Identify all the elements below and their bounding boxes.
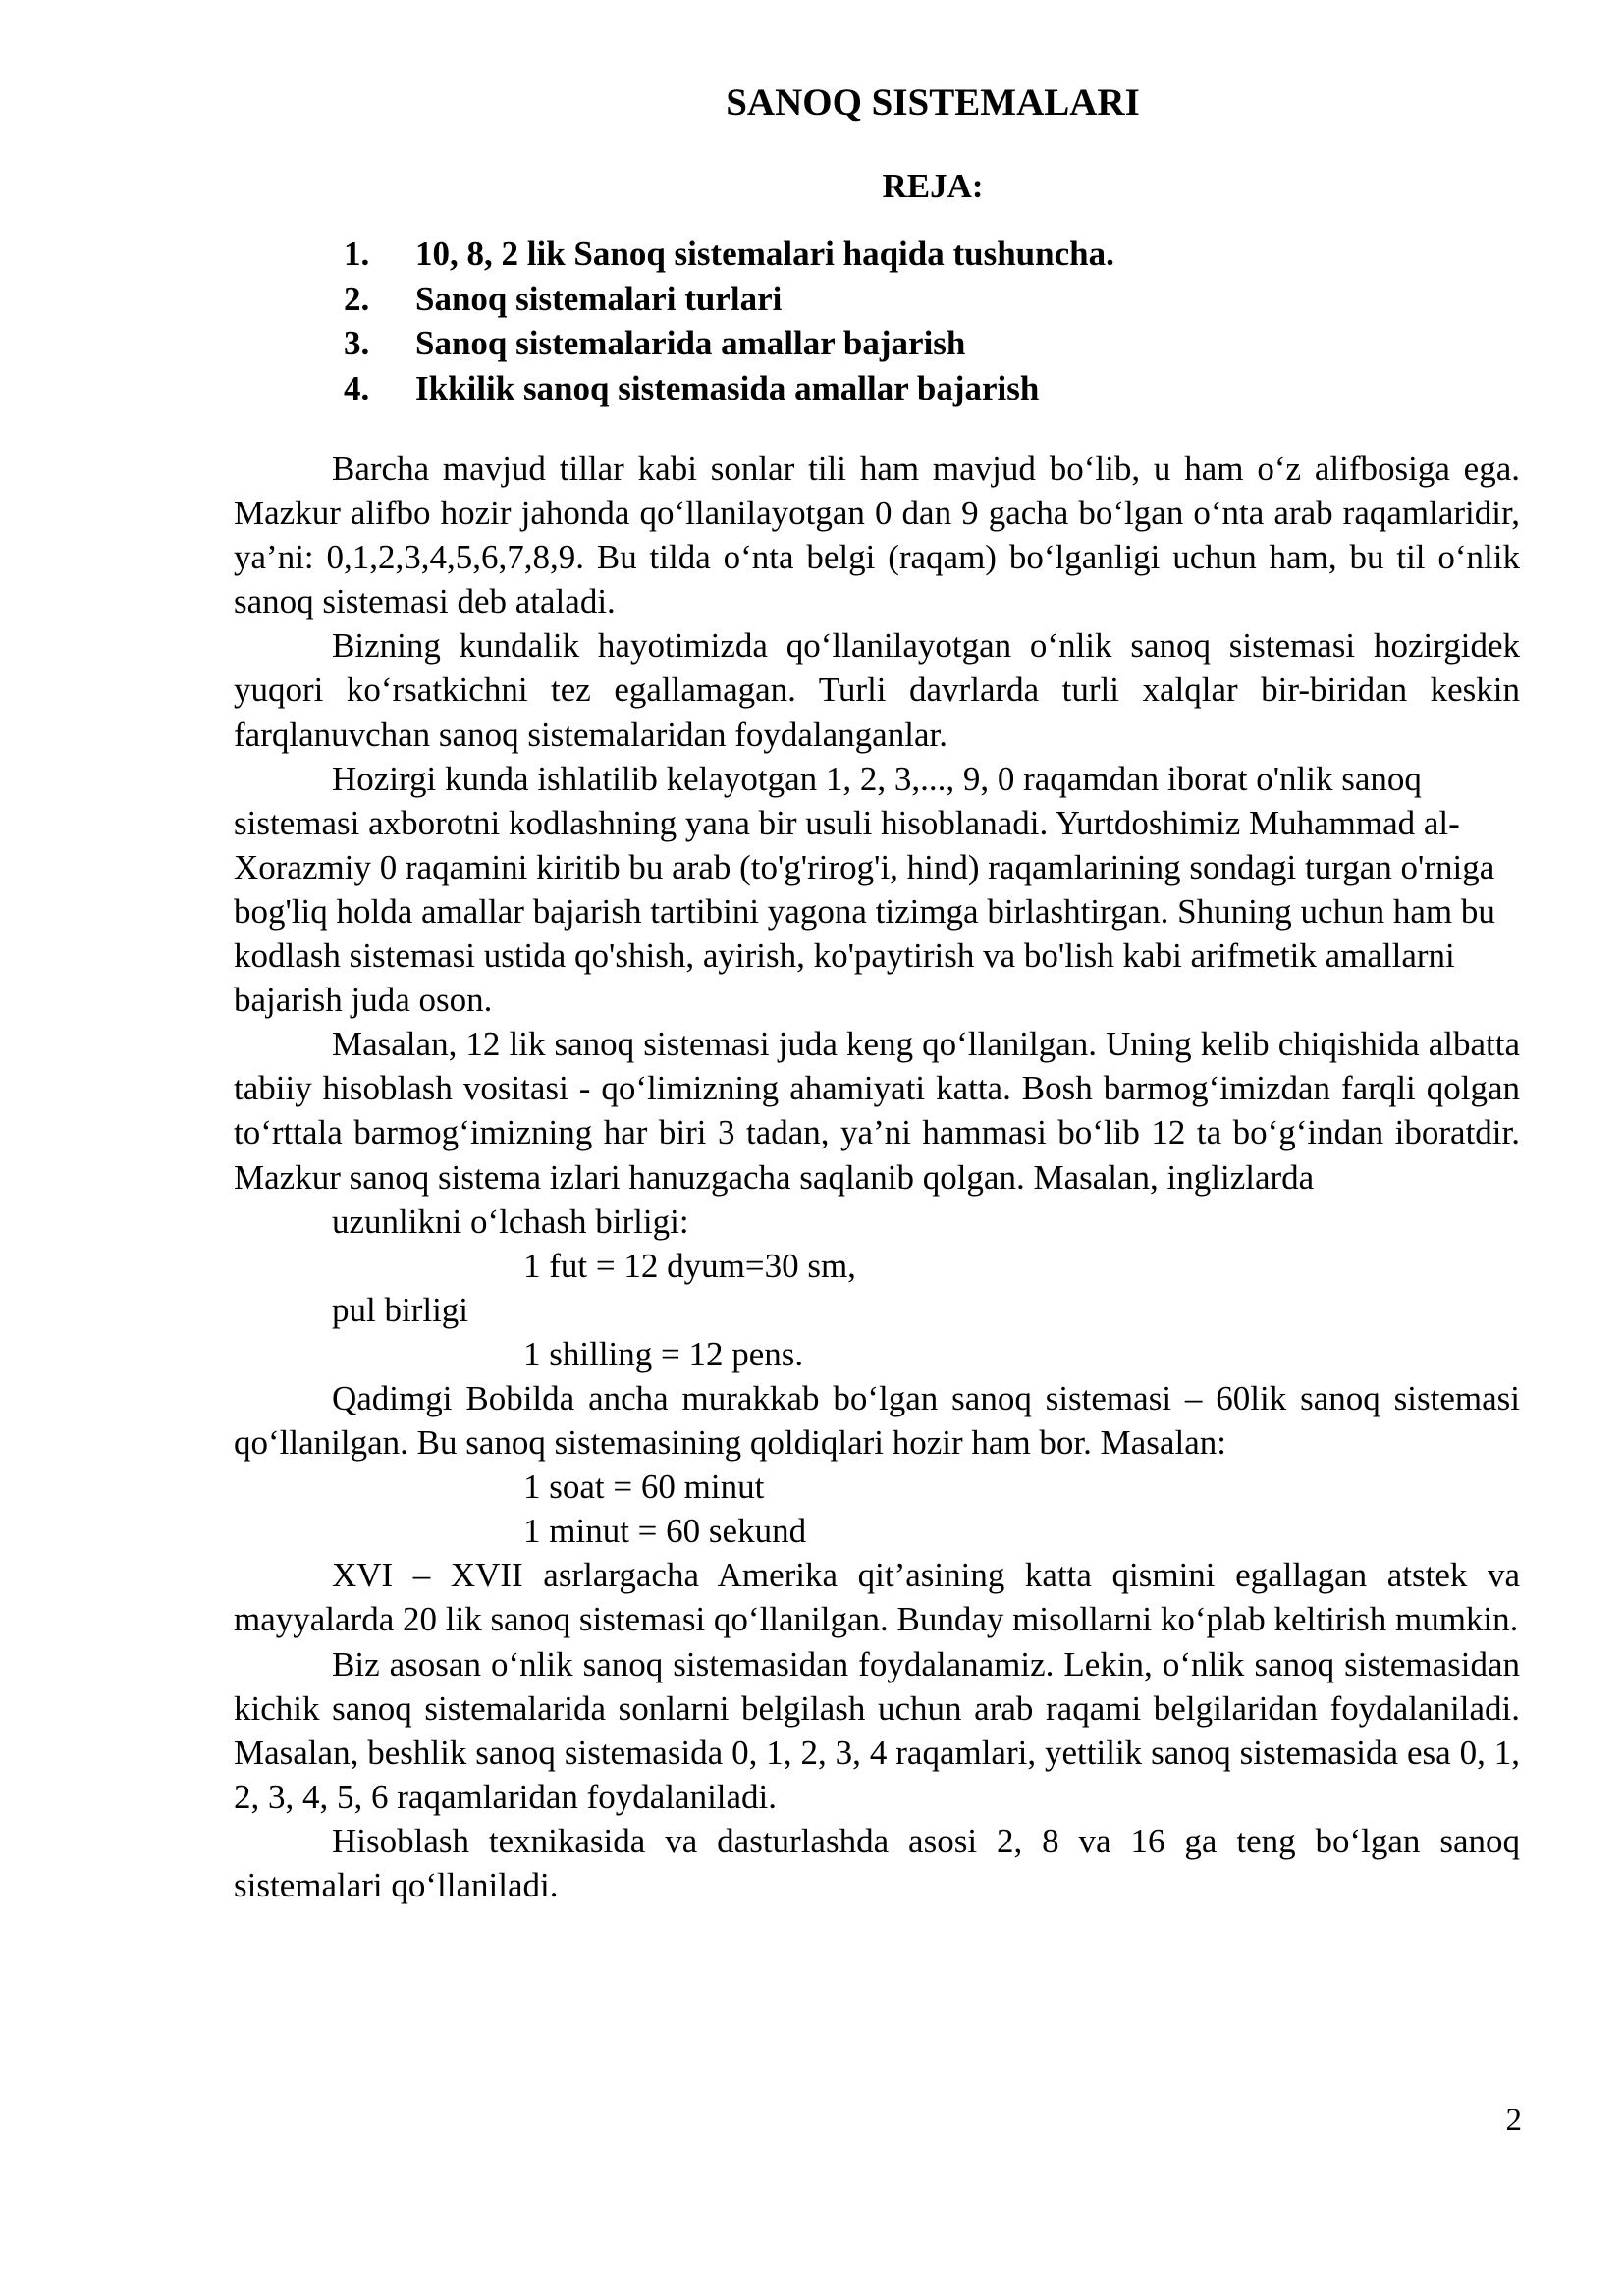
formula-shilling: 1 shilling = 12 pens. xyxy=(523,1334,804,1373)
plan-item-number: 3. xyxy=(344,324,370,362)
paragraph-babylon: Qadimgi Bobilda ancha murakkab bo‘lgan sanoq sistemasi – 60lik sanoq sistemasi qo‘llanilgan. Bu sanoq sistemasining qoldiqlari hozir ham bor. Masalan: xyxy=(234,1378,1520,1463)
plan-item xyxy=(344,277,1114,322)
plan-item-number: 2. xyxy=(344,279,370,318)
plan-item-number: 4. xyxy=(344,368,370,407)
paragraph-base-12: Masalan, 12 lik sanoq sistemasi juda keng qo‘llanilgan. Uning kelib chiqishida albatta tabiiy hisoblash vositasi - qo‘limizning ahamiyati katta. Bosh barmog‘imizdan farqli qolgan to‘rttala barmog‘imizning har biri 3 tadan, ya’ni hammasi bo‘lib 12 ta bo‘g‘indan iboratdir. Mazkur sanoq sistema izlari hanuzgacha saqlanib qolgan. Masalan, inglizlarda xyxy=(234,1025,1520,1197)
page-number: 2 xyxy=(1505,2103,1522,2138)
body-text xyxy=(234,447,1520,1907)
plan-item-text: Sanoq sistemalarida amallar bajarish xyxy=(415,324,966,362)
plan-item xyxy=(344,321,1114,366)
paragraph-small-bases: Biz asosan o‘nlik sanoq sistemasidan foydalanamiz. Lekin, o‘nlik sanoq sistemasidan kichik sanoq sistemalarida sonlarni belgilash uchun arab raqami belgilaridan foydalaniladi. Masalan, beshlik sanoq sistemasida 0, 1, 2, 3, 4 raqamlari, yettilik sanoq sistemasida esa 0, 1, 2, 3, 4, 5, 6 raqamlaridan foydalaniladi. xyxy=(234,1644,1520,1816)
plan-item-number: 1. xyxy=(344,235,370,273)
formula-minute: 1 minut = 60 sekund xyxy=(523,1512,807,1551)
plan-item-text: Sanoq sistemalari turlari xyxy=(415,279,783,318)
paragraph-computing: Hisoblash texnikasida va dasturlashda asosi 2, 8 va 16 ga teng bo‘lgan sanoq sistemalari qo‘llaniladi. xyxy=(234,1821,1520,1904)
plan-item xyxy=(344,232,1114,277)
plan-list xyxy=(344,232,1114,410)
paragraph-xorazmiy: Hozirgi kunda ishlatilib kelayotgan 1, 2, 3,..., 9, 0 raqamdan iborat o'nlik sanoq sistemasi axborotni kodlashning yana bir usuli hisoblanadi. Yurtdoshimiz Muhammad al-Xorazmiy 0 raqamini kiritib bu arab (to'g'rirog'i, hind) raqamlarining sondagi turgan o'rniga bog'liq holda amallar bajarish tartibini yagona tizimga birlashtirgan. Shuning uchun ham bu kodlash sistemasi ustida qo'shish, ayirish, ko'paytirish va bo'lish kabi arifmetik amallarni bajarish juda oson. xyxy=(234,759,1495,1020)
plan-item-text: 10, 8, 2 lik Sanoq sistemalari haqida tushuncha. xyxy=(415,235,1114,273)
page-title: SANOQ SISTEMALARI xyxy=(726,81,1140,124)
paragraph-aztec: XVI – XVII asrlargacha Amerika qit’asining katta qismini egallagan atstek va mayyalarda 20 lik sanoq sistemasi qo‘llanilgan. Bunday misollarni ko‘plab keltirish mumkin. xyxy=(234,1556,1520,1639)
formula-hour: 1 soat = 60 minut xyxy=(523,1468,765,1507)
plan-item xyxy=(344,366,1114,411)
text-line-length-unit: uzunlikni o‘lchash birligi: xyxy=(332,1201,689,1241)
paragraph-alphabet: Barcha mavjud tillar kabi sonlar tili ham mavjud bo‘lib, u ham o‘z alifbosiga ega. Mazkur alifbo hozir jahonda qo‘llanilayotgan 0 dan 9 gacha bo‘lgan o‘nta arab raqamlaridir, ya’ni: 0,1,2,3,4,5,6,7,8,9. Bu tilda o‘nta belgi (raqam) bo‘lganligi uchun ham, bu til o‘nlik sanoq sistemasi deb ataladi. xyxy=(234,450,1520,621)
plan-heading: REJA: xyxy=(882,167,984,205)
plan-item-text: Ikkilik sanoq sistemasida amallar bajarish xyxy=(415,368,1040,407)
text-line-money-unit: pul birligi xyxy=(332,1290,469,1329)
paragraph-history: Bizning kundalik hayotimizda qo‘llanilayotgan o‘nlik sanoq sistemasi hozirgidek yuqori ko‘rsatkichni tez egallamagan. Turli davrlarda turli xalqlar bir-biridan keskin farqlanuvchan sanoq sistemalaridan foydalanganlar. xyxy=(234,626,1520,754)
formula-foot: 1 fut = 12 dyum=30 sm, xyxy=(523,1246,856,1285)
